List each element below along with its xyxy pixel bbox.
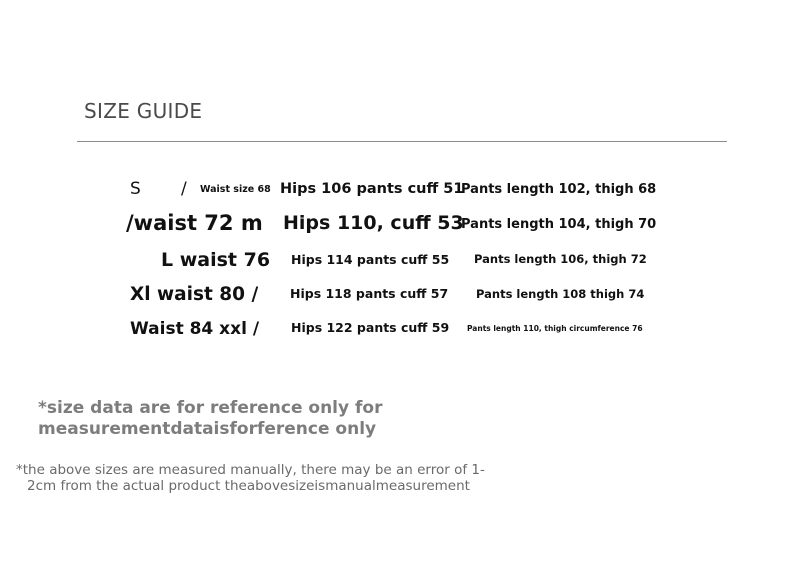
pants-cell: Pants length 108 thigh 74 (476, 287, 645, 301)
reference-note (38, 398, 382, 440)
hips-cell: Hips 122 pants cuff 59 (291, 320, 450, 335)
reference-note-line: *size data are for reference only for (38, 398, 383, 418)
waist-cell: /waist 72 m (126, 211, 263, 235)
title-divider (77, 141, 727, 142)
waist-cell: Waist 84 xxl / (130, 319, 260, 339)
hips-cell: Hips 110, cuff 53 (283, 212, 464, 234)
pants-cell: Pants length 104, thigh 70 (461, 217, 657, 232)
pants-cell: Pants length 106, thigh 72 (474, 252, 647, 266)
waist-cell: Xl waist 80 / (130, 284, 259, 305)
pants-cell: Pants length 110, thigh circumference 76 (467, 324, 643, 333)
separator-slash: / (181, 179, 187, 199)
pants-cell: Pants length 102, thigh 68 (461, 182, 657, 197)
hips-cell: Hips 106 pants cuff 51 (280, 181, 464, 197)
hips-cell: Hips 114 pants cuff 55 (291, 252, 450, 267)
hips-cell: Hips 118 pants cuff 57 (290, 286, 449, 301)
measurement-note-line: 2cm from the actual product theabovesizeismanualmeasurement (27, 478, 470, 494)
size-label-s: S (130, 179, 141, 199)
waist-cell: L waist 76 (161, 249, 271, 271)
page-title: SIZE GUIDE (84, 99, 203, 123)
waist-cell: Waist size 68 (200, 184, 271, 195)
measurement-note-line: *the above sizes are measured manually, there may be an error of 1- (16, 462, 485, 478)
measurement-note (16, 462, 485, 494)
reference-note-line: measurementdataisforference only (38, 419, 377, 439)
